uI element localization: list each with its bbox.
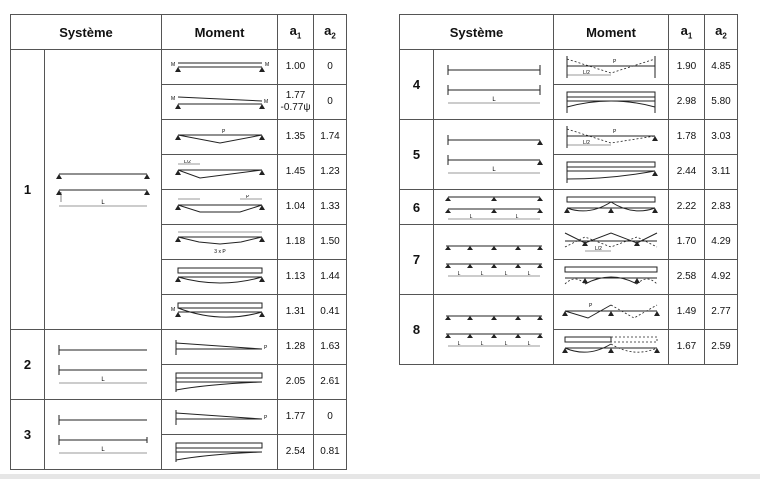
span-label: L: [491, 96, 496, 103]
table-row: [400, 295, 738, 330]
moment-diagram: [162, 260, 278, 295]
load-label: P: [613, 129, 617, 135]
a1-value: 2.44: [669, 155, 705, 190]
a2-value: 2.83: [705, 190, 738, 225]
a2-value: 5.80: [705, 85, 738, 120]
bottom-edge-strip: [0, 474, 760, 479]
a1-value: 1.18: [278, 225, 314, 260]
system-number: 2: [11, 330, 45, 400]
moment-diagram: [554, 120, 669, 155]
system-number: 5: [400, 120, 434, 190]
system-6-diagram: [434, 190, 554, 225]
system-3-diagram: [45, 400, 162, 470]
span-label: L: [480, 340, 483, 347]
load-label: P: [263, 415, 267, 421]
half-span-label: L/2: [583, 70, 590, 76]
span-label: L: [457, 340, 460, 347]
moment-diagram: [554, 330, 669, 365]
table-row: [400, 120, 738, 155]
a1-value: 1.77 -0.77ψ: [278, 85, 314, 120]
a2-value: 1.33: [314, 190, 347, 225]
span-label: L: [469, 214, 472, 220]
moment-diagram: [162, 225, 278, 260]
a1-value: 1.00: [278, 50, 314, 85]
system-8-diagram: [434, 295, 554, 365]
a1-value: 1.77: [278, 400, 314, 435]
a2-value: 2.77: [705, 295, 738, 330]
a1-value: 2.05: [278, 365, 314, 400]
system-number: 6: [400, 190, 434, 225]
a1-value: 2.98: [669, 85, 705, 120]
system-number: 8: [400, 295, 434, 365]
a1-value: 2.54: [278, 435, 314, 470]
header-a1: $a_1$: [669, 15, 705, 50]
a1-value: 1.13: [278, 260, 314, 295]
a2-value: 2.59: [705, 330, 738, 365]
moment-diagram: [162, 365, 278, 400]
header-moment: Moment: [554, 15, 669, 50]
moment-diagram: [162, 400, 278, 435]
table-row: [400, 50, 738, 85]
left-coefficient-table: [10, 14, 347, 470]
table-row: [11, 400, 347, 435]
a1-value: 2.22: [669, 190, 705, 225]
moment-diagram: [162, 155, 278, 190]
table-row: [11, 330, 347, 365]
triple-load-label: 3 x P: [213, 249, 226, 255]
span-label: L: [101, 376, 105, 383]
header-a2: $a_2$: [705, 15, 738, 50]
system-number: 4: [400, 50, 434, 120]
span-label: L: [457, 270, 460, 277]
a2-value: 0: [314, 85, 347, 120]
moment-diagram: [554, 260, 669, 295]
table-row: [400, 225, 738, 260]
system-number: 3: [11, 400, 45, 470]
a2-value: 1.50: [314, 225, 347, 260]
moment-diagram: [162, 435, 278, 470]
load-label: P: [263, 345, 267, 351]
moment-diagram: [162, 295, 278, 330]
moment-label: M: [170, 96, 175, 102]
a1-value: 1.35: [278, 120, 314, 155]
a1-value: 1.90: [669, 50, 705, 85]
header-a2: $a_2$: [314, 15, 347, 50]
moment-diagram: [554, 85, 669, 120]
span-label: L: [480, 270, 483, 277]
span-label: L: [527, 340, 530, 347]
a2-value: 1.74: [314, 120, 347, 155]
moment-diagram: [554, 50, 669, 85]
system-number: 1: [11, 50, 45, 330]
header-moment: Moment: [162, 15, 278, 50]
system-number: 7: [400, 225, 434, 295]
system-7-diagram: [434, 225, 554, 295]
system-1-diagram: [45, 50, 162, 330]
a2-value: 0.81: [314, 435, 347, 470]
load-label: P: [589, 303, 593, 309]
a1-value: 1.67: [669, 330, 705, 365]
half-span-label: L/2: [583, 140, 590, 146]
span-label: L: [101, 199, 105, 206]
moment-label: M: [264, 62, 269, 68]
span-label: L: [527, 270, 530, 277]
header-a1: $a_1$: [278, 15, 314, 50]
span-label: L: [504, 340, 507, 347]
header-system: Système: [11, 15, 162, 50]
span-label: L: [491, 166, 496, 173]
moment-diagram: [162, 50, 278, 85]
moment-label: M: [263, 99, 268, 105]
load-label: P: [221, 129, 225, 135]
moment-diagram: [554, 190, 669, 225]
a1-value: 1.31: [278, 295, 314, 330]
table-row: [400, 190, 738, 225]
load-label: P: [613, 59, 617, 65]
span-label: L: [101, 446, 105, 453]
header-system: Système: [400, 15, 554, 50]
span-label: L: [515, 214, 518, 220]
a1-value: 1.45: [278, 155, 314, 190]
a2-value: 0: [314, 50, 347, 85]
moment-diagram: [554, 295, 669, 330]
moment-diagram: [162, 85, 278, 120]
moment-label: M: [170, 62, 175, 68]
a2-value: 4.29: [705, 225, 738, 260]
a2-value: 4.92: [705, 260, 738, 295]
a2-value: 3.03: [705, 120, 738, 155]
moment-diagram: [162, 120, 278, 155]
system-4-diagram: [434, 50, 554, 120]
a2-value: 4.85: [705, 50, 738, 85]
a1-value: 1.04: [278, 190, 314, 225]
a2-value: 2.61: [314, 365, 347, 400]
right-coefficient-table: [399, 14, 738, 365]
moment-diagram: [554, 155, 669, 190]
a2-value: 3.11: [705, 155, 738, 190]
moment-diagram: [162, 330, 278, 365]
a2-value: 0: [314, 400, 347, 435]
a2-value: 1.63: [314, 330, 347, 365]
moment-diagram: [554, 225, 669, 260]
load-label: P: [245, 195, 249, 200]
system-5-diagram: [434, 120, 554, 190]
a1-value: 1.49: [669, 295, 705, 330]
a1-value: 1.70: [669, 225, 705, 260]
a2-value: 1.44: [314, 260, 347, 295]
a2-value: 1.23: [314, 155, 347, 190]
table-row: [11, 50, 347, 85]
a2-value: 0.41: [314, 295, 347, 330]
moment-label: M: [170, 307, 175, 313]
a1-value: 1.28: [278, 330, 314, 365]
half-span-label: L/2: [595, 246, 602, 252]
a1-value: 2.58: [669, 260, 705, 295]
a1-value: 1.78: [669, 120, 705, 155]
span-label: L: [504, 270, 507, 277]
half-span-label: L/2: [183, 160, 191, 165]
system-2-diagram: [45, 330, 162, 400]
moment-diagram: [162, 190, 278, 225]
